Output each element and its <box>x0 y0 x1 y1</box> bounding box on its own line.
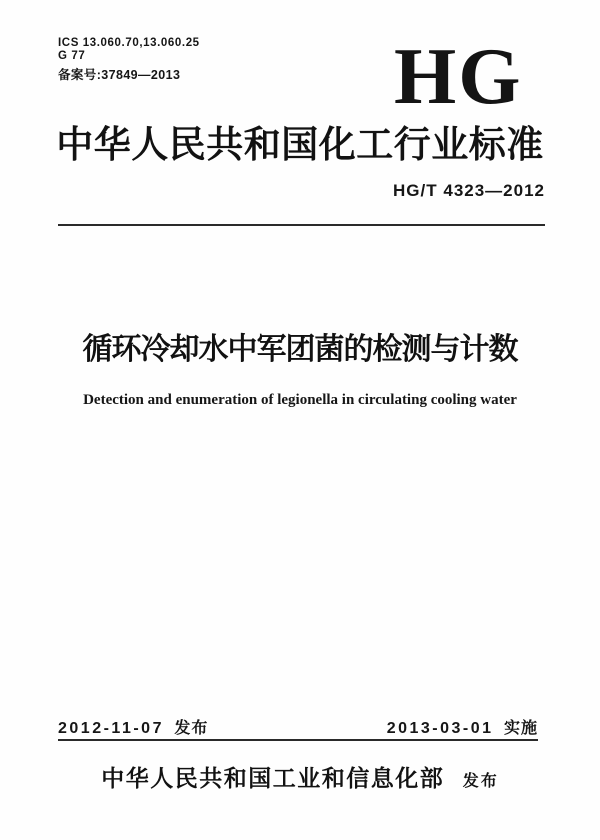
record-number: 备案号:37849—2013 <box>58 68 181 82</box>
dates-row <box>58 719 538 738</box>
issuing-authority: 中华人民共和国工业和信息化部 <box>101 765 445 791</box>
implementation-date-label: 实施 <box>503 720 538 737</box>
ics-code: ICS 13.060.70,13.060.25 <box>58 37 200 49</box>
issue-date-label: 发布 <box>174 720 209 737</box>
issuer-row <box>0 760 600 793</box>
header-divider-line <box>58 224 545 226</box>
hg-logo: HG <box>394 33 523 121</box>
implementation-date-group <box>387 719 538 738</box>
standard-number: HG/T 4323—2012 <box>393 181 545 200</box>
document-title-en: Detection and enumeration of legionella in circulating cooling water <box>83 392 517 408</box>
issue-date: 2012-11-07 <box>58 720 164 737</box>
standard-banner-title: 中华人民共和国化工行业标准 <box>56 124 544 165</box>
issue-date-group <box>58 719 208 738</box>
implementation-date: 2013-03-01 <box>386 720 494 737</box>
footer-divider-line <box>58 739 538 741</box>
document-title-zh: 循环冷却水中军团菌的检测与计数 <box>82 333 518 366</box>
publish-label: 发布 <box>462 773 499 790</box>
registration-block <box>58 37 200 82</box>
classification-code: G 77 <box>58 50 86 62</box>
